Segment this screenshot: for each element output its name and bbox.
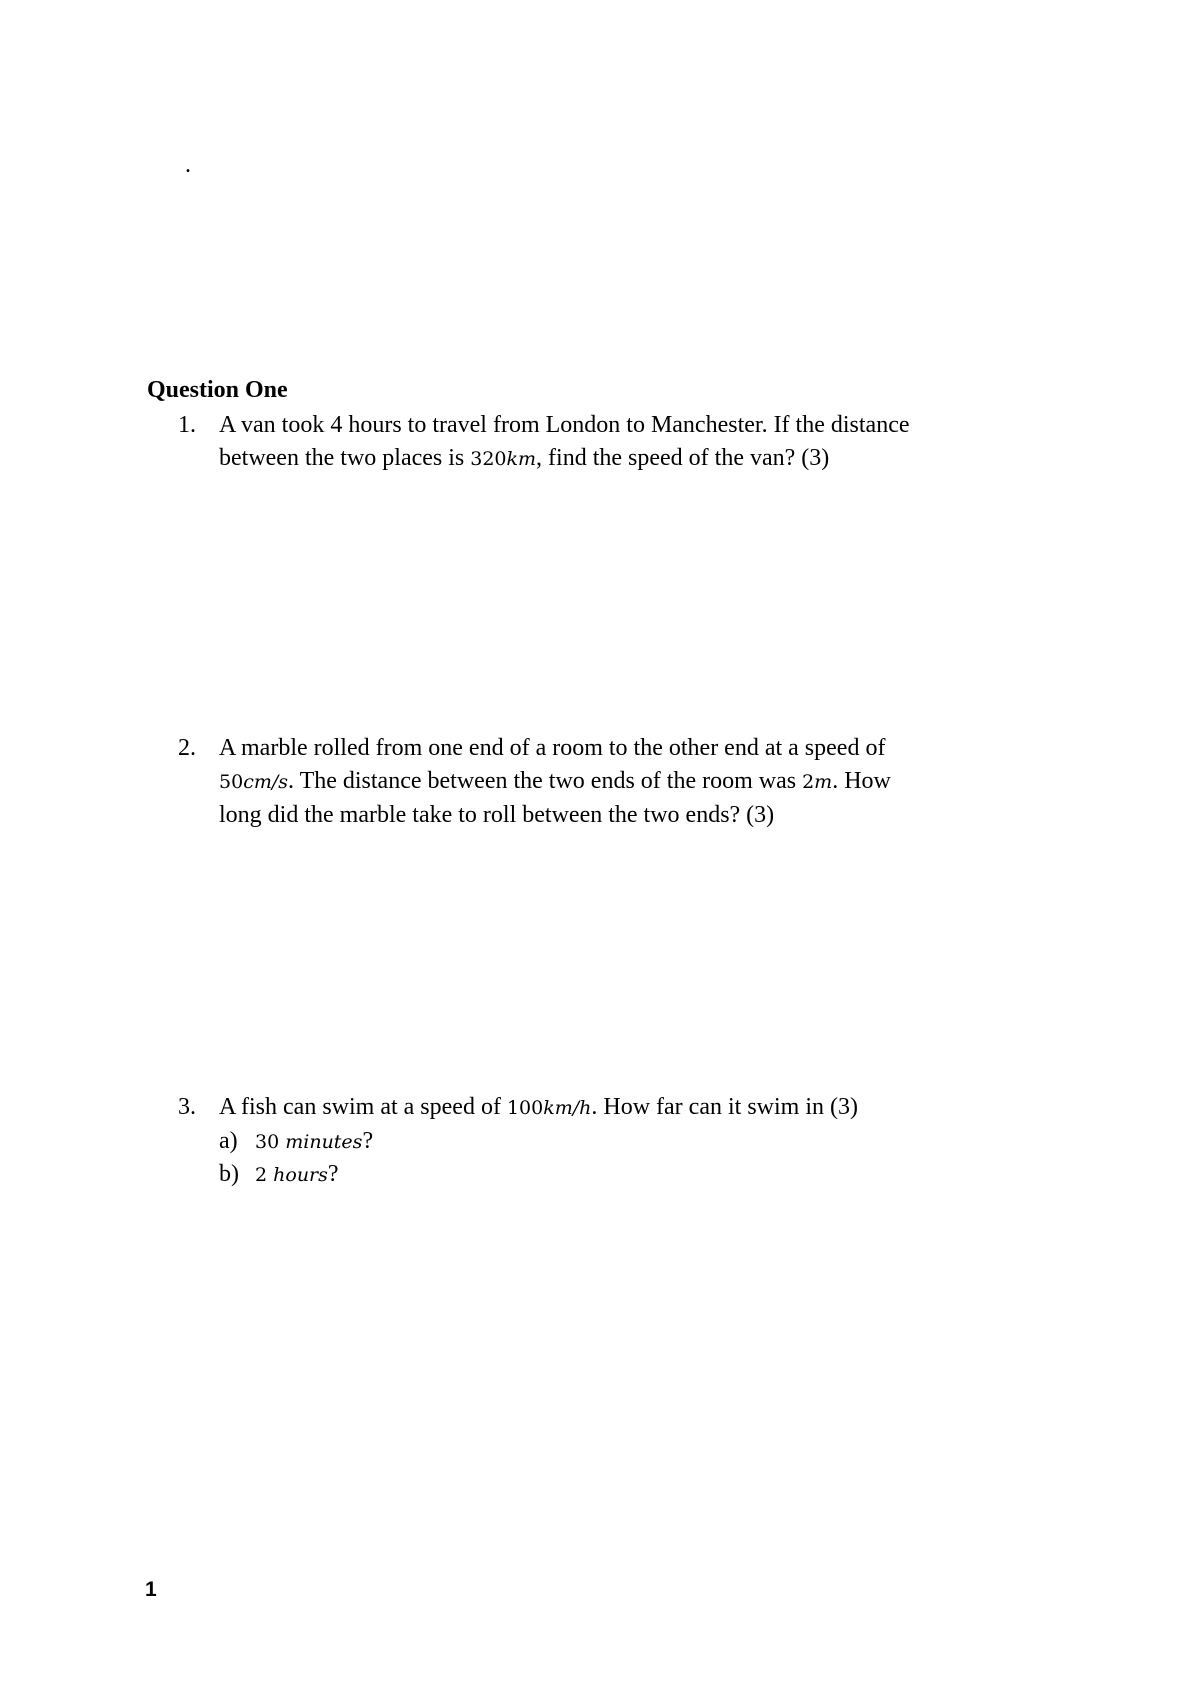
question-text-line: long did the marble take to roll between the two ends? (3) (219, 802, 775, 828)
question-text-line: A marble rolled from one end of a room to the other end at a speed of (219, 735, 886, 761)
question-3-part-b: b) 2 hours? (219, 1161, 339, 1187)
question-1 (178, 409, 1078, 476)
page-number: 1 (145, 1578, 157, 1601)
question-number: 2. (178, 735, 196, 761)
question-text-line: A fish can swim at a speed of 100km/h. How far can it swim in (3) (219, 1094, 858, 1120)
math-value: 2m (802, 771, 833, 793)
question-text-line: 50cm/s. The distance between the two ends of the room was 2m. How (219, 768, 891, 794)
question-text-line: A van took 4 hours to travel from London to Manchester. If the distance (219, 412, 910, 438)
math-value: 100km/h (506, 1097, 592, 1119)
part-label: a) (219, 1128, 238, 1154)
question-3 (178, 1091, 1078, 1125)
question-number: 3. (178, 1094, 196, 1120)
question-2 (178, 732, 1078, 832)
question-number: 1. (178, 412, 196, 438)
question-3-part-a: a) 30 minutes? (219, 1128, 374, 1154)
math-value: 320km (470, 448, 537, 470)
math-value: 30 minutes (255, 1131, 363, 1153)
leading-dot: . (185, 152, 191, 178)
math-value: 2 hours (255, 1164, 328, 1186)
question-text-line: between the two places is 320km, find the speed of the van? (3) (219, 445, 830, 471)
section-heading: Question One (147, 377, 288, 403)
part-label: b) (219, 1161, 239, 1187)
math-value: 50cm/s (219, 771, 288, 793)
